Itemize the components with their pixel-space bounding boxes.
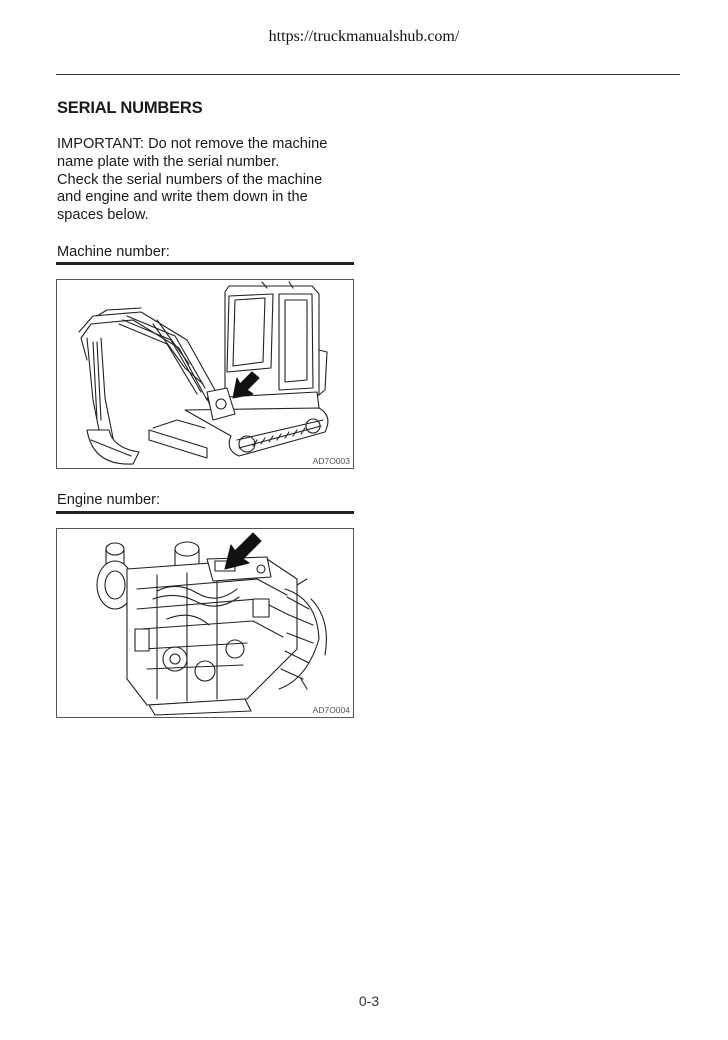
engine-number-label: Engine number: <box>57 492 161 508</box>
machine-number-label: Machine number: <box>57 244 170 260</box>
section-title: SERIAL NUMBERS <box>57 99 203 117</box>
engine-figure <box>56 528 354 718</box>
header-rule <box>56 74 680 75</box>
important-note <box>57 136 357 225</box>
important-line: IMPORTANT: Do not remove the machine <box>57 136 328 152</box>
engine-figure-code: AD7O004 <box>312 705 350 715</box>
important-line: spaces below. <box>57 207 149 224</box>
engine-illustration <box>57 529 354 718</box>
machine-figure <box>56 279 354 469</box>
important-line: name plate with the serial number. <box>57 153 280 170</box>
important-line: Check the serial numbers of the machine <box>57 171 323 188</box>
engine-number-entry-line <box>56 511 354 514</box>
source-url: https://truckmanualshub.com/ <box>268 28 460 45</box>
machine-number-entry-line <box>56 262 354 265</box>
important-line: and engine and write them down in the <box>57 189 308 206</box>
page-number: 0-3 <box>358 993 380 1009</box>
excavator-illustration <box>57 280 354 469</box>
machine-figure-code: AD7O003 <box>312 456 350 466</box>
